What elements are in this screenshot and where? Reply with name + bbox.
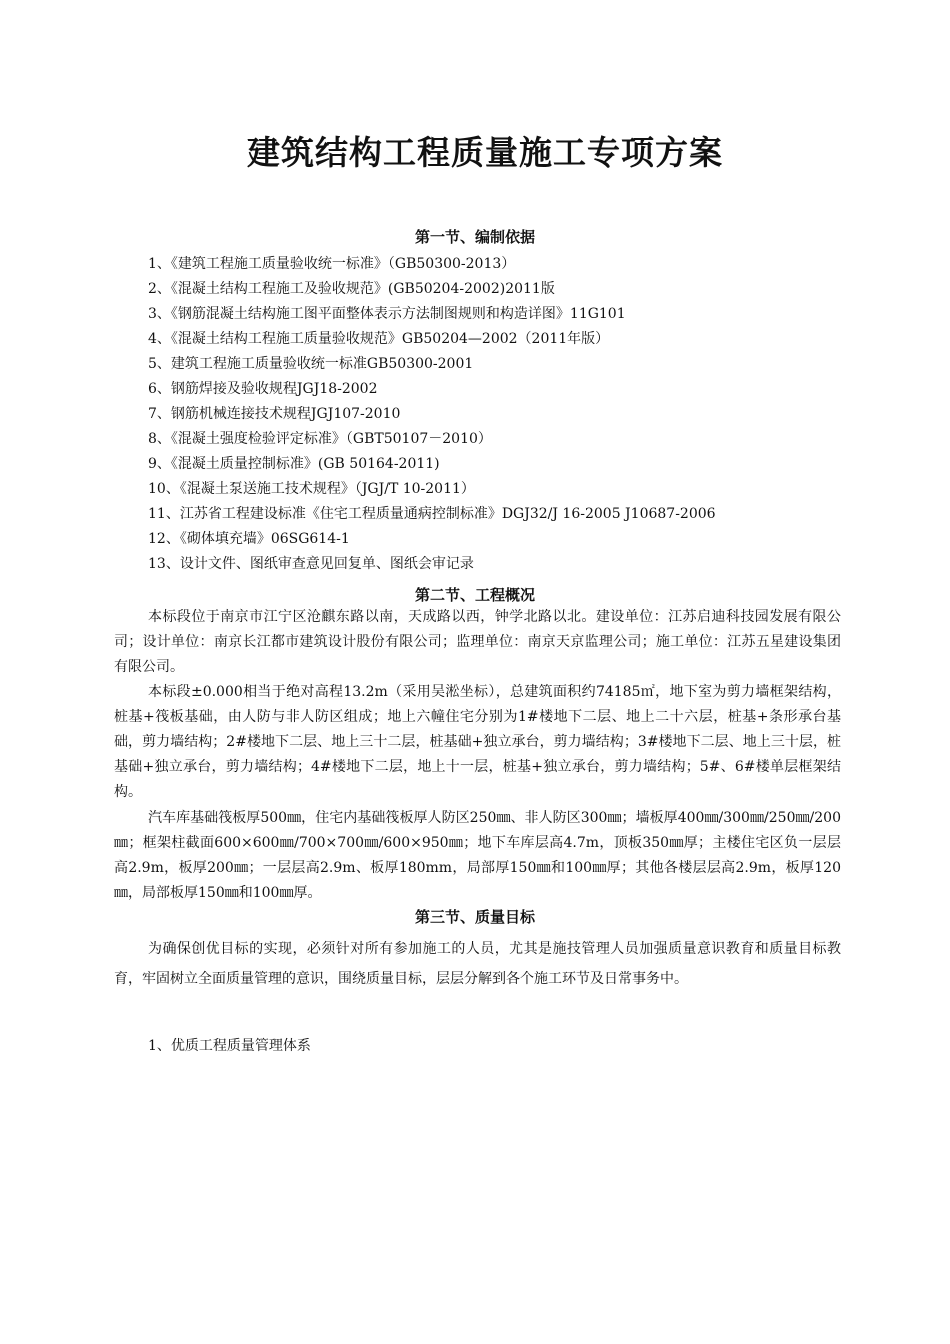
list-item: 13、设计文件、图纸审查意见回复单、图纸会审记录 [148,556,474,572]
document-title: 建筑结构工程质量施工专项方案 [247,133,723,172]
list-item: 9、《混凝土质量控制标准》(GB 50164-2011) [148,456,440,472]
section-heading-basis: 第一节、编制依据 [414,228,535,246]
list-item: 6、钢筋焊接及验收规程JGJ18-2002 [148,381,378,397]
list-item: 8、《混凝土强度检验评定标准》（GBT50107－2010） [148,431,492,447]
overview-paragraph-structure: 本标段±0.000相当于绝对高程13.2m（采用吴淞坐标），总建筑面积约74185㎡，地下室为剪力墙框架结构，桩基+筏板基础，由人防与非人防区组成；地上六幢住宅分别为1#楼地下二层、地上二十六层，桩基+条形承台基础，剪力墙结构；2#楼地下二层、地上三十二层，桩基础+独立承台，剪力墙结构；3#楼地下二层、地上三十层，桩基础+独立承台，剪力墙结构；4#楼地下二层，地上十一层，桩基+独立承台，剪力墙结构；5#、6#楼单层框架结构。 [114,684,841,800]
list-item: 7、钢筋机械连接技术规程JGJ107-2010 [148,406,401,422]
overview-paragraph-dimensions: 汽车库基础筏板厚500㎜，住宅内基础筏板厚人防区250㎜、非人防区300㎜；墙板厚400㎜/300㎜/250㎜/200㎜；框架柱截面600×600㎜/700×700㎜/600×950㎜；地下车库层高4.7m，顶板350㎜厚；主楼住宅区负一层层高2.9m，板厚200㎜；一层层高2.9m、板厚180mm，局部厚150㎜和100㎜厚；其他各楼层层高2.9m，板厚120㎜，局部板厚150㎜和100㎜厚。 [114,810,841,901]
quality-system-item: 1、优质工程质量管理体系 [148,1038,311,1054]
list-item: 11、江苏省工程建设标准《住宅工程质量通病控制标准》DGJ32/J 16-2005 J10687-2006 [148,506,716,522]
overview-paragraph-location: 本标段位于南京市江宁区沧麒东路以南，天成路以西，钟学北路以北。建设单位：江苏启迪科技园发展有限公司；设计单位：南京长江都市建筑设计股份有限公司；监理单位：南京天京监理公司；施工单位：江苏五星建设集团有限公司。 [114,609,841,675]
list-item: 4、《混凝土结构工程施工质量验收规范》GB50204—2002（2011年版） [148,331,610,347]
list-item: 1、《建筑工程施工质量验收统一标准》（GB50300-2013） [148,256,516,272]
quality-goal-paragraph: 为确保创优目标的实现，必须针对所有参加施工的人员，尤其是施技管理人员加强质量意识教育和质量目标教育，牢固树立全面质量管理的意识，围绕质量目标，层层分解到各个施工环节及日常事务中。 [114,941,841,987]
section-heading-quality-goal: 第三节、质量目标 [414,908,535,926]
list-item: 12、《砌体填充墙》06SG614-1 [148,531,350,547]
list-item: 3、《钢筋混凝土结构施工图平面整体表示方法制图规则和构造详图》11G101 [148,306,626,322]
list-item: 5、建筑工程施工质量验收统一标准GB50300-2001 [148,356,474,372]
basis-list [148,252,838,577]
list-item: 10、《混凝土泵送施工技术规程》（JGJ/T 10-2011） [148,481,475,497]
section-heading-overview: 第二节、工程概况 [414,586,535,604]
list-item: 2、《混凝土结构工程施工及验收规范》(GB50204-2002)2011版 [148,281,555,297]
